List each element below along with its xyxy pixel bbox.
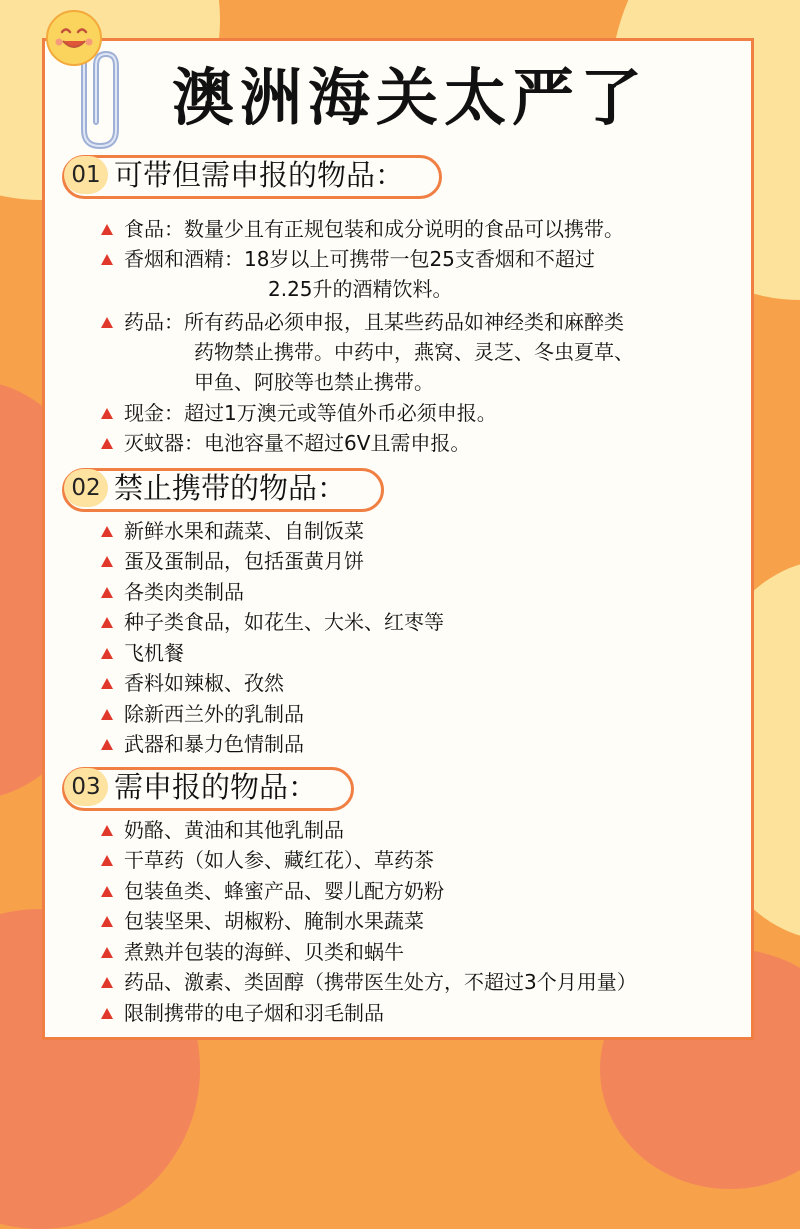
section-heading: 可带但需申报的物品： [114,158,405,192]
triangle-bullet-icon [101,254,113,265]
triangle-bullet-icon [101,886,113,897]
item-text: 包装坚果、胡椒粉、腌制水果蔬菜 [124,909,424,933]
item-text: 新鲜水果和蔬菜、自制饭菜 [124,519,364,543]
item-text: 药品、激素、类固醇（携带医生处方，不超过3个月用量） [124,970,637,994]
item-continuation: 2.25升的酒精饮料。 [268,277,453,301]
item-text: 飞机餐 [124,641,184,665]
item-text: 煮熟并包装的海鲜、贝类和蜗牛 [124,940,404,964]
triangle-bullet-icon [101,556,113,567]
item-text: 食品：数量少且有正规包装和成分说明的食品可以携带。 [124,217,624,241]
item-text: 干草药（如人参、藏红花）、草药茶 [124,848,434,872]
item-text: 各类肉类制品 [124,580,244,604]
section-number: 01 [64,156,108,194]
item-text: 现金：超过1万澳元或等值外币必须申报。 [124,401,497,425]
triangle-bullet-icon [101,1008,113,1019]
triangle-bullet-icon [101,438,113,449]
item-text: 限制携带的电子烟和羽毛制品 [124,1001,384,1025]
triangle-bullet-icon [101,224,113,235]
item-text: 药品：所有药品必须申报，且某些药品如神经类和麻醉类 [124,310,624,334]
item-continuation: 药物禁止携带。中药中，燕窝、灵芝、冬虫夏草、 [194,340,634,364]
item-text: 包装鱼类、蜂蜜产品、婴儿配方奶粉 [124,879,444,903]
triangle-bullet-icon [101,526,113,537]
page-title: 澳洲海关太严了 [171,61,648,134]
triangle-bullet-icon [101,825,113,836]
triangle-bullet-icon [101,408,113,419]
section-heading: 禁止携带的物品： [114,471,347,505]
triangle-bullet-icon [101,648,113,659]
item-text: 香烟和酒精：18岁以上可携带一包25支香烟和不超过 [124,247,595,271]
item-text: 除新西兰外的乳制品 [124,702,304,726]
triangle-bullet-icon [101,587,113,598]
section-number: 03 [64,768,108,806]
triangle-bullet-icon [101,709,113,720]
item-text: 武器和暴力色情制品 [124,732,304,756]
triangle-bullet-icon [101,947,113,958]
item-text: 奶酪、黄油和其他乳制品 [124,818,344,842]
item-text: 蛋及蛋制品，包括蛋黄月饼 [124,549,364,573]
triangle-bullet-icon [101,916,113,927]
triangle-bullet-icon [101,739,113,750]
triangle-bullet-icon [101,678,113,689]
triangle-bullet-icon [101,977,113,988]
triangle-bullet-icon [101,855,113,866]
section-number: 02 [64,469,108,507]
section-heading: 需申报的物品： [114,770,318,804]
item-text: 香料如辣椒、孜然 [124,671,284,695]
triangle-bullet-icon [101,617,113,628]
item-continuation: 甲鱼、阿胶等也禁止携带。 [194,370,434,394]
triangle-bullet-icon [101,317,113,328]
item-text: 灭蚊器：电池容量不超过6V且需申报。 [124,431,471,455]
item-text: 种子类食品，如花生、大米、红枣等 [124,610,444,634]
